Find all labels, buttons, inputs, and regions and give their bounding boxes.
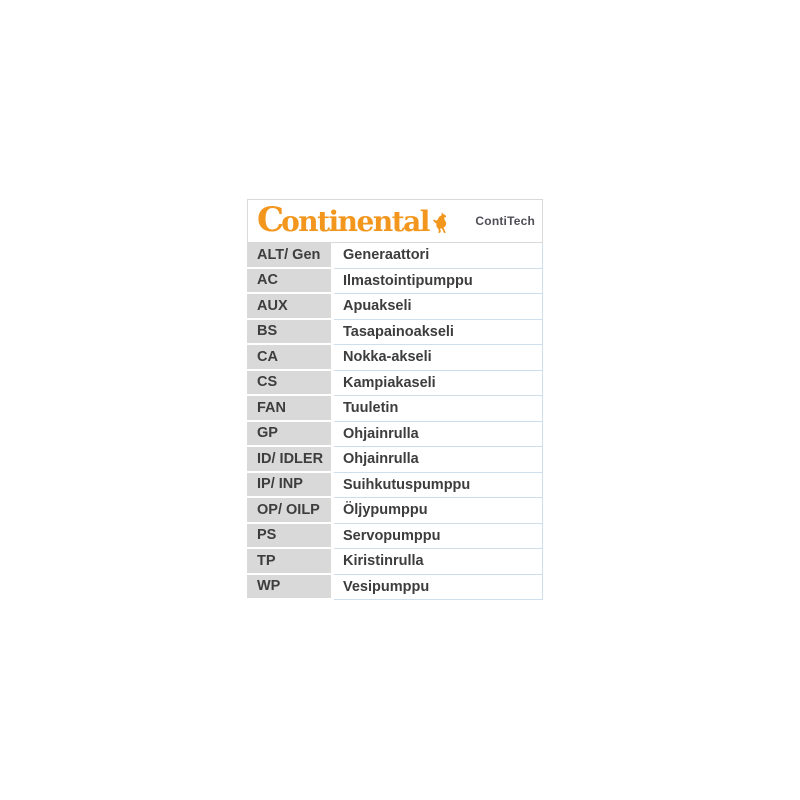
abbreviation-cell: WP [247, 575, 331, 601]
table-row [247, 243, 543, 269]
description-cell: Tasapainoakseli [334, 320, 543, 346]
description-cell: Servopumppu [334, 524, 543, 550]
abbreviation-cell: GP [247, 422, 331, 448]
description-cell: Ohjainrulla [334, 447, 543, 473]
abbreviation-cell: PS [247, 524, 331, 550]
abbreviation-cell: CS [247, 371, 331, 397]
description-cell: Kiristinrulla [334, 549, 543, 575]
table-row [247, 269, 543, 295]
description-cell: Öljypumppu [334, 498, 543, 524]
table-row [247, 447, 543, 473]
abbreviation-cell: TP [247, 549, 331, 575]
abbreviation-cell: AC [247, 269, 331, 295]
description-cell: Ohjainrulla [334, 422, 543, 448]
abbreviation-cell: IP/ INP [247, 473, 331, 499]
contitech-wordmark: ContiTech [475, 214, 535, 228]
legend-sheet [247, 199, 543, 600]
table-row [247, 524, 543, 550]
brand-header [247, 199, 543, 243]
table-row [247, 473, 543, 499]
abbreviation-cell: CA [247, 345, 331, 371]
legend-rows [247, 243, 543, 600]
description-cell: Apuakseli [334, 294, 543, 320]
rearing-horse-icon [432, 211, 449, 234]
description-cell: Nokka-akseli [334, 345, 543, 371]
description-cell: Suihkutuspumppu [334, 473, 543, 499]
continental-wordmark: Continental [257, 200, 429, 240]
abbreviation-cell: FAN [247, 396, 331, 422]
table-row [247, 345, 543, 371]
table-row [247, 294, 543, 320]
description-cell: Generaattori [334, 243, 543, 269]
table-row [247, 320, 543, 346]
abbreviation-cell: AUX [247, 294, 331, 320]
description-cell: Tuuletin [334, 396, 543, 422]
table-row [247, 396, 543, 422]
table-row [247, 371, 543, 397]
table-row [247, 575, 543, 601]
table-row [247, 422, 543, 448]
abbreviation-cell: ID/ IDLER [247, 447, 331, 473]
abbreviation-cell: ALT/ Gen [247, 243, 331, 269]
table-row [247, 498, 543, 524]
description-cell: Kampiakaseli [334, 371, 543, 397]
description-cell: Vesipumppu [334, 575, 543, 601]
continental-logo [257, 200, 449, 240]
abbreviation-cell: BS [247, 320, 331, 346]
table-row [247, 549, 543, 575]
description-cell: Ilmastointipumppu [334, 269, 543, 295]
abbreviation-cell: OP/ OILP [247, 498, 331, 524]
